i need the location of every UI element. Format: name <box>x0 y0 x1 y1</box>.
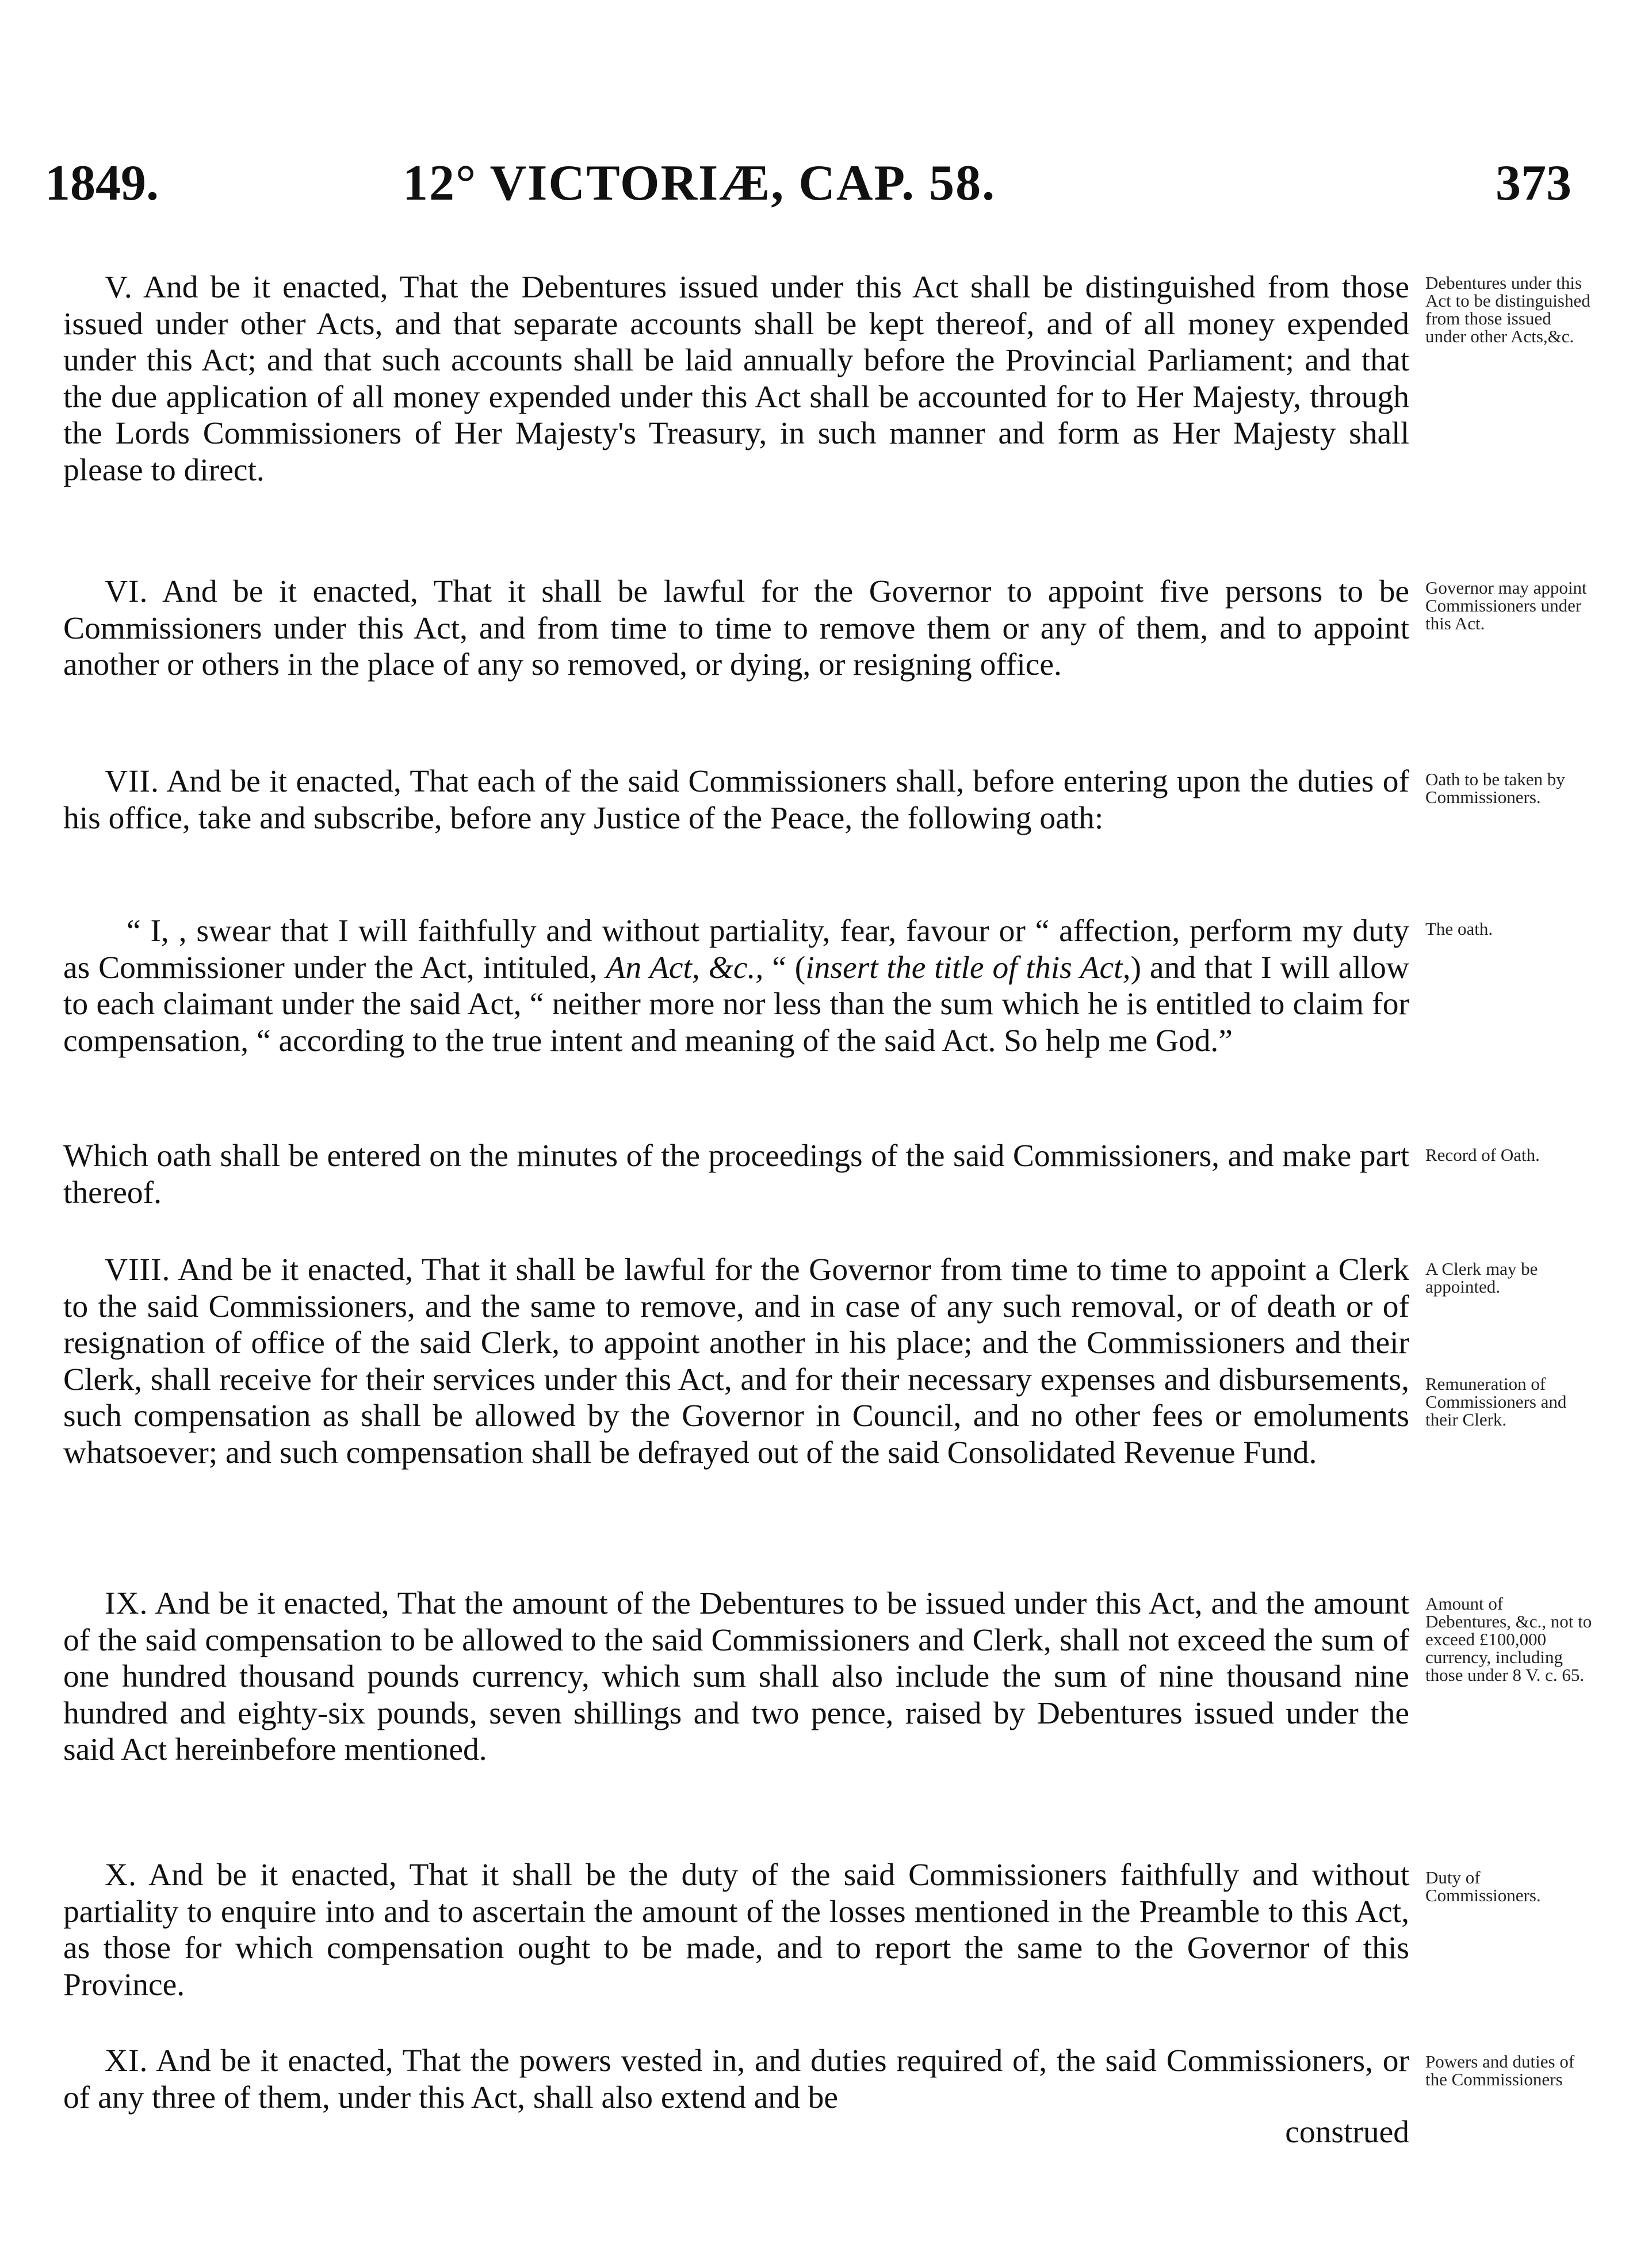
oath-block <box>63 913 1409 1059</box>
oath-record <box>63 1138 1409 1211</box>
section-text: And be it enacted, That it shall be lawful for the Governor to appoint five persons to be Commissioners under this Act, and from time to time to remove them or any of them, and to appoint another or others in the place of any so removed, or dying, or resigning office. <box>63 574 1409 682</box>
page-header <box>0 154 1652 229</box>
margin-note-viii-remuneration: Remuneration of Commissioners and their Clerk. <box>1425 1374 1567 1430</box>
section-number: V. <box>105 270 133 305</box>
margin-note-vii: Oath to be taken by Commissioners. <box>1425 769 1565 807</box>
section-ix <box>63 1585 1409 1768</box>
section-text: And be it enacted, That the powers vested in, and duties required of, the said Commissioners, or of any three of them, under this Act, shall also extend and be <box>63 2043 1409 2115</box>
oath-text-2: “ ( <box>763 950 806 985</box>
section-viii <box>63 1252 1409 1471</box>
oath-italic-act: An Act, &c., <box>606 950 764 985</box>
section-number: X. <box>105 1858 137 1893</box>
header-title: 12° VICTORIÆ, CAP. 58. <box>403 155 996 211</box>
page-number: 373 <box>1496 155 1571 211</box>
margin-note-v: Debentures under this Act to be distinguished from those issued under other Acts,&c. <box>1425 273 1590 346</box>
section-text: And be it enacted, That the Debentures issued under this Act shall be distinguished from those issued under other Acts, and that separate accounts shall be kept thereof, and of all money expended under this Act; and that such accounts shall be laid annually before the Provincial Parliament; and that the due application of all money expended under this Act shall be accounted for to Her Majesty, through the Lords Commissioners of Her Majesty's Treasury, in such manner and form as Her Majesty shall please to direct. <box>63 270 1409 488</box>
header-year: 1849. <box>45 155 159 211</box>
section-text: And be it enacted, That it shall be the duty of the said Commissioners faithfully and without partiality to enquire into and to ascertain the amount of the losses mentioned in the Preamble to this Act, as those for which compensation ought to be made, and to report the same to the Governor of this Province. <box>63 1858 1409 2003</box>
oath-text-1: “ I, , swear that I will faithfully and without partiality, fear, favour or “ affection, perform my duty as Commissioner under the Act, intituled, <box>63 914 1409 985</box>
section-xi <box>63 2043 1409 2116</box>
catchword: construed <box>1285 2115 1409 2150</box>
margin-note-xi: Powers and duties of the Commissioners <box>1425 2051 1575 2089</box>
section-number: IX. <box>105 1586 148 1621</box>
margin-note-viii-clerk: A Clerk may be appointed. <box>1425 1259 1538 1297</box>
section-vi <box>63 574 1409 683</box>
margin-note-oath: The oath. <box>1425 919 1493 939</box>
margin-note-vi: Governor may appoint Commissioners under this Act. <box>1425 578 1587 633</box>
oath-text-3: ) and that I will allow to each claimant under the said Act, “ neither more nor less than the sum which he is entitled to claim for compensation, “ according to the true intent and meaning of the said Act. So help me God.” <box>63 950 1409 1058</box>
section-text: And be it enacted, That each of the said Commissioners shall, before entering upon the duties of his office, take and subscribe, before any Justice of the Peace, the following oath: <box>63 764 1409 836</box>
margin-note-record: Record of Oath. <box>1425 1145 1540 1165</box>
margin-note-ix: Amount of Debentures, &c., not to exceed £100,000 currency, including those under 8 V. c. 65. <box>1425 1593 1592 1685</box>
section-text: And be it enacted, That it shall be lawful for the Governor from time to time to appoint a Clerk to the said Commissioners, and the same to remove, and in case of any such removal, or of death or of resignation of office of the said Clerk, to appoint another in his place; and the Commissioners and their Clerk, shall receive for their services under this Act, and for their necessary expenses and disbursements, such compensation as shall be allowed by the Governor in Council, and no other fees or emoluments whatsoever; and such compensation shall be defrayed out of the said Consolidated Revenue Fund. <box>63 1252 1409 1470</box>
section-number: VI. <box>105 574 148 609</box>
section-number: XI. <box>105 2043 148 2078</box>
section-text: And be it enacted, That the amount of the Debentures to be issued under this Act, and the amount of the said compensation to be allowed to the said Commissioners and Clerk, shall not exceed the sum of one hundred thousand pounds currency, which sum shall also include the sum of nine thousand nine hundred and eighty-six pounds, seven shillings and two pence, raised by Debentures issued under the said Act hereinbefore mentioned. <box>63 1586 1409 1767</box>
oath-italic-title: insert the title of this Act, <box>805 950 1131 985</box>
section-number: VII. <box>105 764 159 799</box>
margin-note-x: Duty of Commissioners. <box>1425 1867 1541 1905</box>
oath-record-text: Which oath shall be entered on the minutes of the proceedings of the said Commissioners, and make part thereof. <box>63 1138 1409 1210</box>
section-number: VIII. <box>105 1252 171 1287</box>
section-x <box>63 1857 1409 2003</box>
section-vii <box>63 763 1409 836</box>
section-v <box>63 269 1409 488</box>
